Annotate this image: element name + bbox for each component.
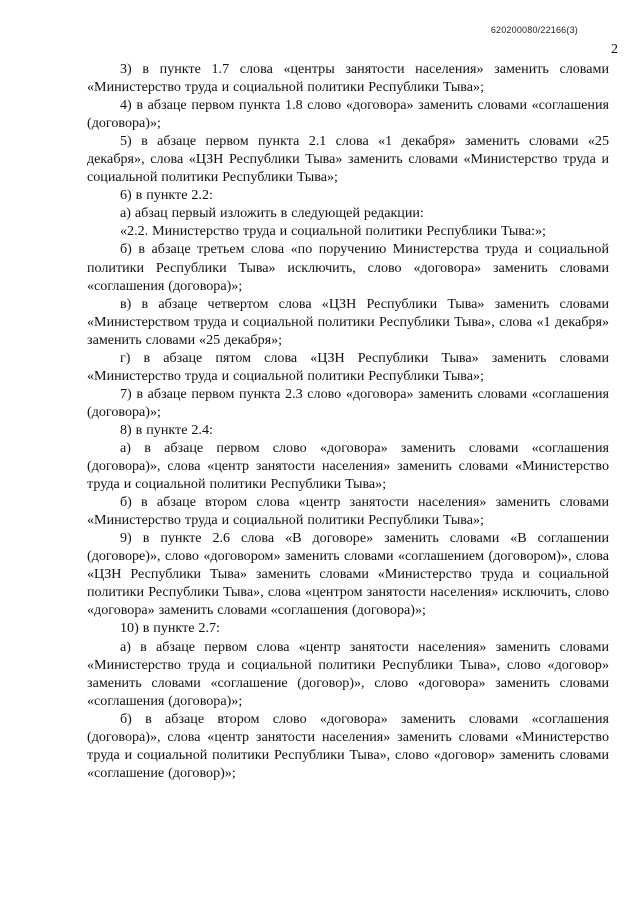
- document-id: 620200080/22166(3): [490, 25, 578, 35]
- paragraph-item-9: 9) в пункте 2.6 слова «В договоре» заменить словами «В соглашении (договоре)», слово «договором» заменить словами «соглашением (договором)», слова «ЦЗН Республики Тыва» заменить словами «Министерство труда и социальной политики Республики Тыва», слова «центром занятости населения» исключить, слово «договора» заменить словами «соглашения (договора)»;: [87, 530, 609, 619]
- paragraph-item-4: 4) в абзаце первом пункта 1.8 слово «договора» заменить словами «соглашения (договора)»;: [87, 97, 609, 132]
- paragraph-item-10b: б) в абзаце втором слово «договора» заменить словами «соглашения (договора)», слова «центр занятости населения» заменить словами «Министерство труда и социальной политики Республики Тыва», слово «договор» заменить словами «соглашение (договор)»;: [87, 710, 609, 781]
- paragraph-quote-2-2: «2.2. Министерство труда и социальной политики Республики Тыва:»;: [120, 223, 546, 240]
- paragraph-item-3: 3) в пункте 1.7 слова «центры занятости населения» заменить словами «Министерство труда и социальной политики Республики Тыва»;: [87, 61, 609, 96]
- document-body: [87, 60, 609, 782]
- paragraph-item-10: 10) в пункте 2.7:: [120, 620, 220, 637]
- paragraph-item-7: 7) в абзаце первом пункта 2.3 слово «договора» заменить словами «соглашения (договора)»;: [87, 385, 609, 420]
- paragraph-item-5: 5) в абзаце первом пункта 2.1 слова «1 декабря» заменить словами «25 декабря», слова «ЦЗН Республики Тыва» заменить словами «Министерство труда и социальной политики Республики Тыва»;: [87, 133, 609, 186]
- paragraph-item-6v: в) в абзаце четвертом слова «ЦЗН Республики Тыва» заменить словами «Министерством труда и социальной политики Республики Тыва», слова «1 декабря» заменить словами «25 декабря»;: [87, 295, 609, 348]
- paragraph-item-6b: б) в абзаце третьем слова «по поручению Министерства труда и социальной политики Республики Тыва» исключить, слово «договора» заменить словами «соглашения (договора)»;: [87, 241, 609, 294]
- paragraph-item-6: 6) в пункте 2.2:: [120, 187, 213, 204]
- paragraph-item-6a: а) абзац первый изложить в следующей редакции:: [120, 205, 424, 222]
- paragraph-item-8b: б) в абзаце втором слова «центр занятости населения» заменить словами «Министерство труда и социальной политики Республики Тыва»;: [87, 494, 609, 529]
- paragraph-item-8: 8) в пункте 2.4:: [120, 421, 213, 438]
- paragraph-item-6g: г) в абзаце пятом слова «ЦЗН Республики Тыва» заменить словами «Министерство труда и социальной политики Республики Тыва»;: [87, 349, 609, 384]
- paragraph-item-10a: а) в абзаце первом слова «центр занятости населения» заменить словами «Министерство труда и социальной политики Республики Тыва», слово «договор» заменить словами «соглашение (договор)», слово «договора» заменить словами «соглашения (договора)»;: [87, 638, 609, 709]
- paragraph-item-8a: а) в абзаце первом слово «договора» заменить словами «соглашения (договора)», слова «центр занятости населения» заменить словами «Министерство труда и социальной политики Республики Тыва»;: [87, 439, 609, 493]
- page-number: 2: [611, 42, 618, 57]
